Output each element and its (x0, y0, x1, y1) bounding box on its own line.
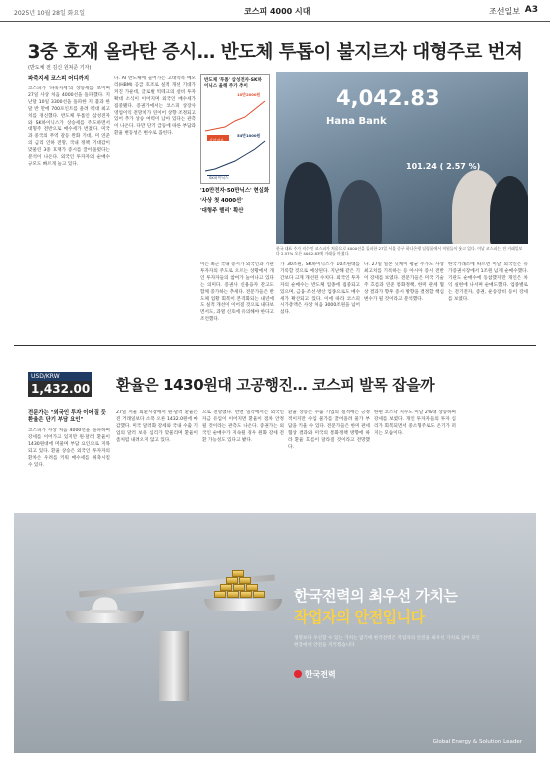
byline: (반도체 전 김신 원쳐준 기자) (28, 65, 92, 71)
issue-date: 2025년 10월 28일 화요일 (14, 10, 86, 17)
gold-bar-icon (253, 591, 265, 598)
second-subhead: 전문가는 "외국인 투자 이어질 듯 환율은 단기 부담 요인" (28, 410, 107, 423)
photo-caption: 한국 대표 주가 지수인 코스피가 처음으로 4000선을 돌파한 27일 서울 중구 하나은행 딜링룸에서 직원들이 웃고 있다. 이날 코스피는 전 거래일보다 2.57% 오른 4042.83에 거래를 마쳤다. (276, 246, 523, 257)
kosdaq-index-value: 101.24 ( 2.57 %) (406, 162, 481, 171)
page-header (0, 0, 550, 22)
second-body-col2: 27일 서울 외환시장에서 원·달러 환율은 전 거래일보다 소폭 오른 1432.0원에 마감했다. 미국 달러화 강세와 국내 수출 기업의 달러 보유 심리가 맞물리며 환율이 좀처럼 내려오지 않고 있다. (116, 410, 198, 443)
stock-chart-box (200, 74, 270, 184)
stock-chart (201, 91, 271, 177)
article-body-col6: 한국거래소에 따르면 이날 외국인은 유가증권시장에서 1조원 넘게 순매수했다. 기관도 순매수에 동참했지만 개인은 차익 실현에 나서며 순매도했다. 업종별로는 전기전자, 증권, 운송장비 등이 강세를 보였다. (448, 262, 528, 302)
value-a: 10만2000원 (237, 92, 261, 97)
balance-scale-right-pan (204, 599, 282, 611)
second-body-col5: 한편 코스닥 지수도 이날 2%대 상승하며 강세를 보였다. 개인 투자자들의 투자 심리가 회복되면서 중소형주로도 온기가 퍼지는 모습이다. (374, 410, 456, 436)
advertisement-banner[interactable] (14, 513, 536, 753)
ad-headline-line1: 한국전력의 최우선 가치는 (294, 587, 458, 605)
balance-scale-stand (159, 631, 189, 701)
chart-subhead-1: '10만전자·50만닉스' 현실화 (200, 188, 270, 194)
hard-hat-icon (90, 595, 120, 613)
bank-name-sign: Hana Bank (326, 116, 387, 127)
gold-bar-icon (232, 570, 244, 577)
series-line-a (205, 101, 265, 131)
section-divider (14, 345, 536, 346)
second-body-col4: 환율 상승은 수출 기업의 실적에는 긍정적이지만 수입 물가를 끌어올려 물가 부담을 키울 수 있다. 전문가들은 한미 관세 협상 결과와 미국의 통화정책 방향에 따라 환율 흐름이 달라질 것이라고 전망했다. (288, 410, 370, 450)
article-body-col4: 가 30조원, SK하이닉스가 10조원대를 기록할 것으로 예상된다. 지난해 같은 기간보다 크게 개선된 수치다. 외국인 투자자의 순매수는 반도체 업종에 집중되고 있으며, 금융·조선·방산 업종으로도 매수세가 확산되고 있다. 이에 따라 코스피 시가총액은 사상 처음 3000조원을 넘어섰다. (280, 262, 360, 316)
article-body-col2: 다. AI 반도체에 들어가는 고대역폭 메모리(HBM) 공급 호조로 실적 개선 기대가 커진 가운데, 글로벌 빅테크의 설비 투자 확대 소식이 이어지며 외국인 매수세가 집중됐다. 증권가에서는 코스피 상장사 영업이익 전망치가 연이어 상향 조정되고 있어 추가 상승 여력이 남아 있다는 관측이 나온다. 다만 단기 급등에 따른 부담과 환율 변동성은 변수로 꼽힌다. (114, 76, 196, 137)
dealing-room-photo (276, 72, 528, 244)
label-b: SK하이닉스 (209, 175, 229, 180)
page-number: A3 (524, 5, 538, 15)
chart-subhead-2: '사상 첫 4000선' (200, 198, 243, 204)
person-silhouette (284, 162, 332, 244)
kepco-logo-icon (294, 670, 302, 678)
gold-bar-icon (227, 591, 239, 598)
usd-krw-label: USD/KRW (28, 372, 92, 381)
kepco-logo (294, 669, 336, 680)
section-title: 코스피 4000 시대 (244, 7, 311, 16)
gold-bar-icon (233, 584, 245, 591)
person-silhouette (490, 176, 528, 244)
chart-title: 반도체 '투톱' 삼성전자·SK하이닉스 올해 주가 추이 (204, 78, 262, 89)
article-body-col5: 다. 27일 일본 닛케이 평균 주가도 사상 최고치를 기록하는 등 아시아 증시 전반이 강세를 보였다. 전문가들은 미국 기술주 흐름과 연준 통화정책, 한미 관세 협상 결과가 향후 증시 방향을 결정할 핵심 변수가 될 것이라고 분석했다. (364, 262, 444, 302)
gold-bar-icon (240, 591, 252, 598)
label-a: 삼성전자 (209, 138, 224, 143)
second-body-col1: 코스피가 사상 처음 4000선을 돌파하며 강세를 이어가고 있지만 원·달러 환율이 1430원대에 머물며 부담 요인으로 지목되고 있다. 환율 상승은 외국인 투자자의 환차손 우려를 키워 매수세를 위축시킬 수 있다. (28, 428, 110, 468)
gold-bar-icon (226, 577, 238, 584)
series-line-b (205, 141, 265, 171)
gold-bar-icon (239, 577, 251, 584)
article-body-col3: 이는 최근 국내 증시가 외국인과 기관 투자자의 주도로 오르는 상황에서 개인 투자자들의 참여가 늘어나고 있다는 의미다. 증권사 신용융자 잔고도 함께 증가하는 추세다. 전문가들은 반도체 업황 회복이 본격화되는 내년에도 실적 개선이 이어질 것으로 내다보면서도, 과열 신호에 유의해야 한다고 조언했다. (200, 262, 274, 323)
chart-subhead-3: '대형주 랠리' 확산 (200, 208, 244, 214)
kepco-logo-text: 한국전력 (304, 670, 336, 679)
column-subhead: 파죽지세 코스피 어디까지 (28, 76, 90, 82)
main-headline: 3중 호재 올라탄 증시… 반도체 투톱이 불지르자 대형주로 번져 (27, 42, 523, 63)
second-headline: 환율은 1430원대 고공행진… 코스피 발목 잡을까 (116, 376, 435, 394)
person-silhouette (338, 180, 382, 244)
article-body-col1: 코스피가 '파죽지세'의 상승세를 보이며 27일 사상 처음 4000선을 돌파했다. 지난달 10일 3300선을 돌파한 지 불과 한 달 반 만에 700포인트를 올려 역대 최고치를 경신했다. 반도체 투톱인 삼성전자와 SK하이닉스가 상승세를 주도하면서 대형주 전반으로 매수세가 번졌다. 미국과 중국의 무역 갈등 완화 기대, 미 연준의 금리 인하 전망, 국내 정책 기대감이 맞물린 3중 호재가 증시를 끌어올렸다는 분석이 나온다. 외국인 투자자의 순매수 규모도 빠르게 늘고 있다. (28, 86, 110, 167)
publisher-name: 조선일보 (489, 7, 520, 16)
gold-bar-icon (214, 591, 226, 598)
second-body-col3: 으로 전망했다. 반면 일각에서는 외국인 자금 유입이 이어지면 환율이 점차 안정될 것이라는 관측도 나온다. 증권가는 외국인 순매수가 지속될 경우 원화 강세 전환 가능성도 있다고 봤다. (202, 410, 284, 443)
value-b: 54만1000원 (237, 133, 261, 138)
gold-bar-icon (220, 584, 232, 591)
ad-headline-line2: 작업자의 안전입니다 (294, 608, 425, 626)
kospi-index-value: 4,042.83 (336, 86, 440, 110)
gold-bar-icon (246, 584, 258, 591)
ad-subtext: 생명보다 우선할 수 있는 가치는 없기에 한국전력은 작업자의 안전을 최우선 가치로 삼아 모든 현장에서 안전을 지키겠습니다 (294, 636, 481, 648)
usd-krw-box (28, 372, 92, 402)
usd-krw-value: 1,432.00 (28, 381, 92, 397)
ad-slogan: Global Energy & Solution Leader (432, 739, 522, 745)
